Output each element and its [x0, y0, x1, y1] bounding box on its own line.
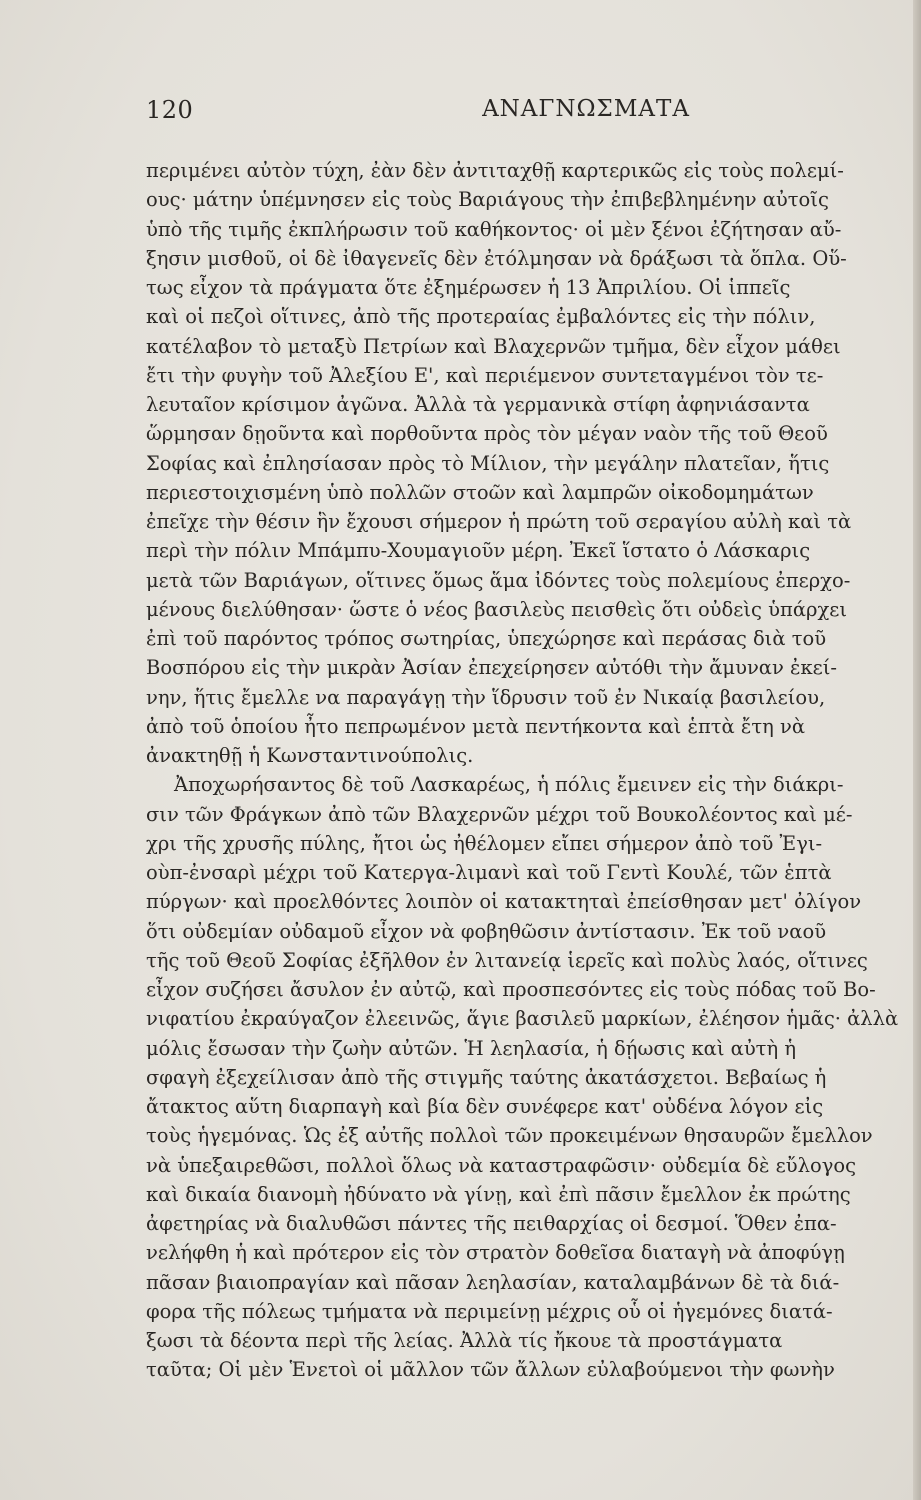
body-text	[146, 156, 921, 1385]
text-line: τως εἶχον τὰ πράγματα ὅτε ἐξημέρωσεν ἡ 13 Ἀπριλίου. Οἱ ἱππεῖς	[146, 276, 791, 299]
text-line: Σοφίας καὶ ἐπλησίασαν πρὸς τὸ Μίλιον, τὴν μεγάλην πλατεῖαν, ἥτις	[146, 451, 830, 475]
text-line: περιμένει αὐτὸν τύχη, ἐὰν δὲν ἀντιταχθῇ καρτερικῶς εἰς τοὺς πολεμί-	[146, 159, 844, 182]
text-line: τῆς τοῦ Θεοῦ Σοφίας ἐξῆλθον ἐν λιτανείᾳ ἱερεῖς καὶ πολὺς λαός, οἵτινες	[146, 948, 868, 972]
text-line: λευταῖον κρίσιμον ἀγῶνα. Ἀλλὰ τὰ γερμανικὰ στίφη ἀφηνιάσαντα	[146, 393, 810, 416]
text-line: πᾶσαν βιαιοπραγίαν καὶ πᾶσαν λεηλασίαν, καταλαμβάνων δὲ τὰ διά-	[146, 1270, 840, 1294]
text-line: νὰ ὑπεξαιρεθῶσι, πολλοὶ ὅλως νὰ καταστραφῶσιν· οὐδεμία δὲ εὔλογος	[146, 1153, 857, 1177]
text-line: ἀνακτηθῇ ἡ Κωνσταντινούπολις.	[146, 744, 474, 767]
text-line: μετὰ τῶν Βαριάγων, οἵτινες ὅμως ἅμα ἰδόντες τοὺς πολεμίους ἐπερχο-	[146, 568, 851, 592]
page-number: 120	[146, 96, 194, 124]
text-line: ἐπεῖχε τὴν θέσιν ἣν ἔχουσι σήμερον ἡ πρώτη τοῦ σεραγίου αὐλὴ καὶ τὰ	[146, 510, 852, 533]
text-line: περὶ τὴν πόλιν Μπάμπυ-Χουμαγιοῦν μέρη. Ἐκεῖ ἵστατο ὁ Λάσκαρις	[146, 539, 811, 563]
text-line: μένους διελύθησαν· ὥστε ὁ νέος βασιλεὺς πεισθεὶς ὅτι οὐδεὶς ὑπάρχει	[146, 597, 848, 621]
text-line: καὶ οἱ πεζοὶ οἵτινες, ἀπὸ τῆς προτεραίας ἐμβαλόντες εἰς τὴν πόλιν,	[146, 305, 816, 329]
text-line: ἐπὶ τοῦ παρόντος τρόπος σωτηρίας, ὑπεχώρησε καὶ περάσας διὰ τοῦ	[146, 627, 827, 650]
text-line: χρι τῆς χρυσῆς πύλης, ἤτοι ὡς ἠθέλομεν εἴπει σήμερον ἀπὸ τοῦ Ἐγι-	[146, 831, 823, 855]
text-line: ὑπὸ τῆς τιμῆς ἐκπλήρωσιν τοῦ καθήκοντος· οἱ μὲν ξένοι ἐζήτησαν αὔ-	[146, 217, 842, 241]
text-line: ἀπὸ τοῦ ὁποίου ἦτο πεπρωμένον μετὰ πεντήκοντα καὶ ἑπτὰ ἔτη νὰ	[146, 714, 806, 738]
text-line: ἄτακτος αὕτη διαρπαγὴ καὶ βία δὲν συνέφερε κατ' οὐδένα λόγον εἰς	[146, 1095, 824, 1118]
text-line: εἶχον συζήσει ἄσυλον ἐν αὐτῷ, καὶ προσπεσόντες εἰς τοὺς πόδας τοῦ Βο-	[146, 978, 876, 1001]
text-line: ἀφετηρίας νὰ διαλυθῶσι πάντες τῆς πειθαρχίας οἱ δεσμοί. Ὅθεν ἐπα-	[146, 1212, 837, 1235]
text-line: κατέλαβον τὸ μεταξὺ Πετρίων καὶ Βλαχερνῶν τμῆμα, δὲν εἶχον μάθει	[146, 334, 841, 358]
text-line: ἔτι τὴν φυγὴν τοῦ Ἀλεξίου Ε', καὶ περιέμενον συντεταγμένοι τὸν τε-	[146, 363, 824, 387]
running-title: ΑΝΑΓΝΩΣΜΑΤΑ	[482, 96, 690, 122]
text-line: ὅτι οὐδεμίαν οὐδαμοῦ εἶχον νὰ φοβηθῶσιν ἀντίστασιν. Ἐκ τοῦ ναοῦ	[146, 919, 827, 943]
text-line: Βοσπόρου εἰς τὴν μικρὰν Ἀσίαν ἐπεχείρησεν αὐτόθι τὴν ἄμυναν ἐκεί-	[146, 656, 838, 680]
text-line: νην, ἥτις ἔμελλε να παραγάγῃ τὴν ἵδρυσιν τοῦ ἐν Νικαίᾳ βασιλείου,	[146, 685, 826, 709]
text-line: σιν τῶν Φράγκων ἀπὸ τῶν Βλαχερνῶν μέχρι τοῦ Βουκολέοντος καὶ μέ-	[146, 802, 853, 826]
text-line: σφαγὴ ἐξεχείλισαν ἀπὸ τῆς στιγμῆς ταύτης ἀκατάσχετοι. Βεβαίως ἡ	[146, 1065, 827, 1089]
text-line: μόλις ἔσωσαν τὴν ζωὴν αὐτῶν. Ἡ λεηλασία, ἡ δῄωσις καὶ αὐτὴ ἡ	[146, 1036, 797, 1060]
text-line: νελήφθη ἡ καὶ πρότερον εἰς τὸν στρατὸν δοθεῖσα διαταγὴ νὰ ἀποφύγῃ	[146, 1241, 845, 1265]
text-line: ταῦτα; Οἱ μὲν Ἑνετοὶ οἱ μᾶλλον τῶν ἄλλων εὐλαβούμενοι τὴν φωνὴν	[146, 1358, 835, 1382]
page-edge	[913, 0, 921, 1500]
text-line: οὺπ-ἐνσαρὶ μέχρι τοῦ Κατεργα-λιμανὶ καὶ τοῦ Γεντὶ Κουλέ, τῶν ἑπτὰ	[146, 861, 832, 884]
text-line: πύργων· καὶ προελθόντες λοιπὸν οἱ κατακτηταὶ ἐπείσθησαν μετ' ὀλίγον	[146, 890, 862, 914]
text-line: ξησιν μισθοῦ, οἱ δὲ ἰθαγενεῖς δὲν ἐτόλμησαν νὰ δράξωσι τὰ ὅπλα. Οὕ-	[146, 246, 847, 270]
text-line: ὥρμησαν δῃοῦντα καὶ πορθοῦντα πρὸς τὸν μέγαν ναὸν τῆς τοῦ Θεοῦ	[146, 422, 828, 446]
text-line: περιεστοιχισμένη ὑπὸ πολλῶν στοῶν καὶ λαμπρῶν οἰκοδομημάτων	[146, 480, 814, 504]
text-line: τοὺς ἡγεμόνας. Ὡς ἐξ αὐτῆς πολλοὶ τῶν προκειμένων θησαυρῶν ἔμελλον	[146, 1124, 873, 1148]
text-line: ξωσι τὰ δέοντα περὶ τῆς λείας. Ἀλλὰ τίς ἤκουε τὰ προστάγματα	[146, 1329, 783, 1352]
text-line: ους· μάτην ὑπέμνησεν εἰς τοὺς Βαριάγους τὴν ἐπιβεβλημένην αὐτοῖς	[146, 188, 829, 212]
text-line: καὶ δικαία διανομὴ ἠδύνατο νὰ γίνῃ, καὶ ἐπὶ πᾶσιν ἔμελλον ἐκ πρώτης	[146, 1182, 851, 1206]
text-line: φορα τῆς πόλεως τμήματα νὰ περιμείνῃ μέχρις οὗ οἱ ἡγεμόνες διατά-	[146, 1299, 833, 1323]
page-header	[146, 96, 906, 130]
text-line: νιφατίου ἐκραύγαζον ἐλεεινῶς, ἅγιε βασιλεῦ μαρκίων, ἐλέησον ἡμᾶς· ἀλλὰ	[146, 1007, 899, 1031]
text-line: Ἀποχωρήσαντος δὲ τοῦ Λασκαρέως, ἡ πόλις ἔμεινεν εἰς τὴν διάκρι-	[174, 773, 844, 797]
